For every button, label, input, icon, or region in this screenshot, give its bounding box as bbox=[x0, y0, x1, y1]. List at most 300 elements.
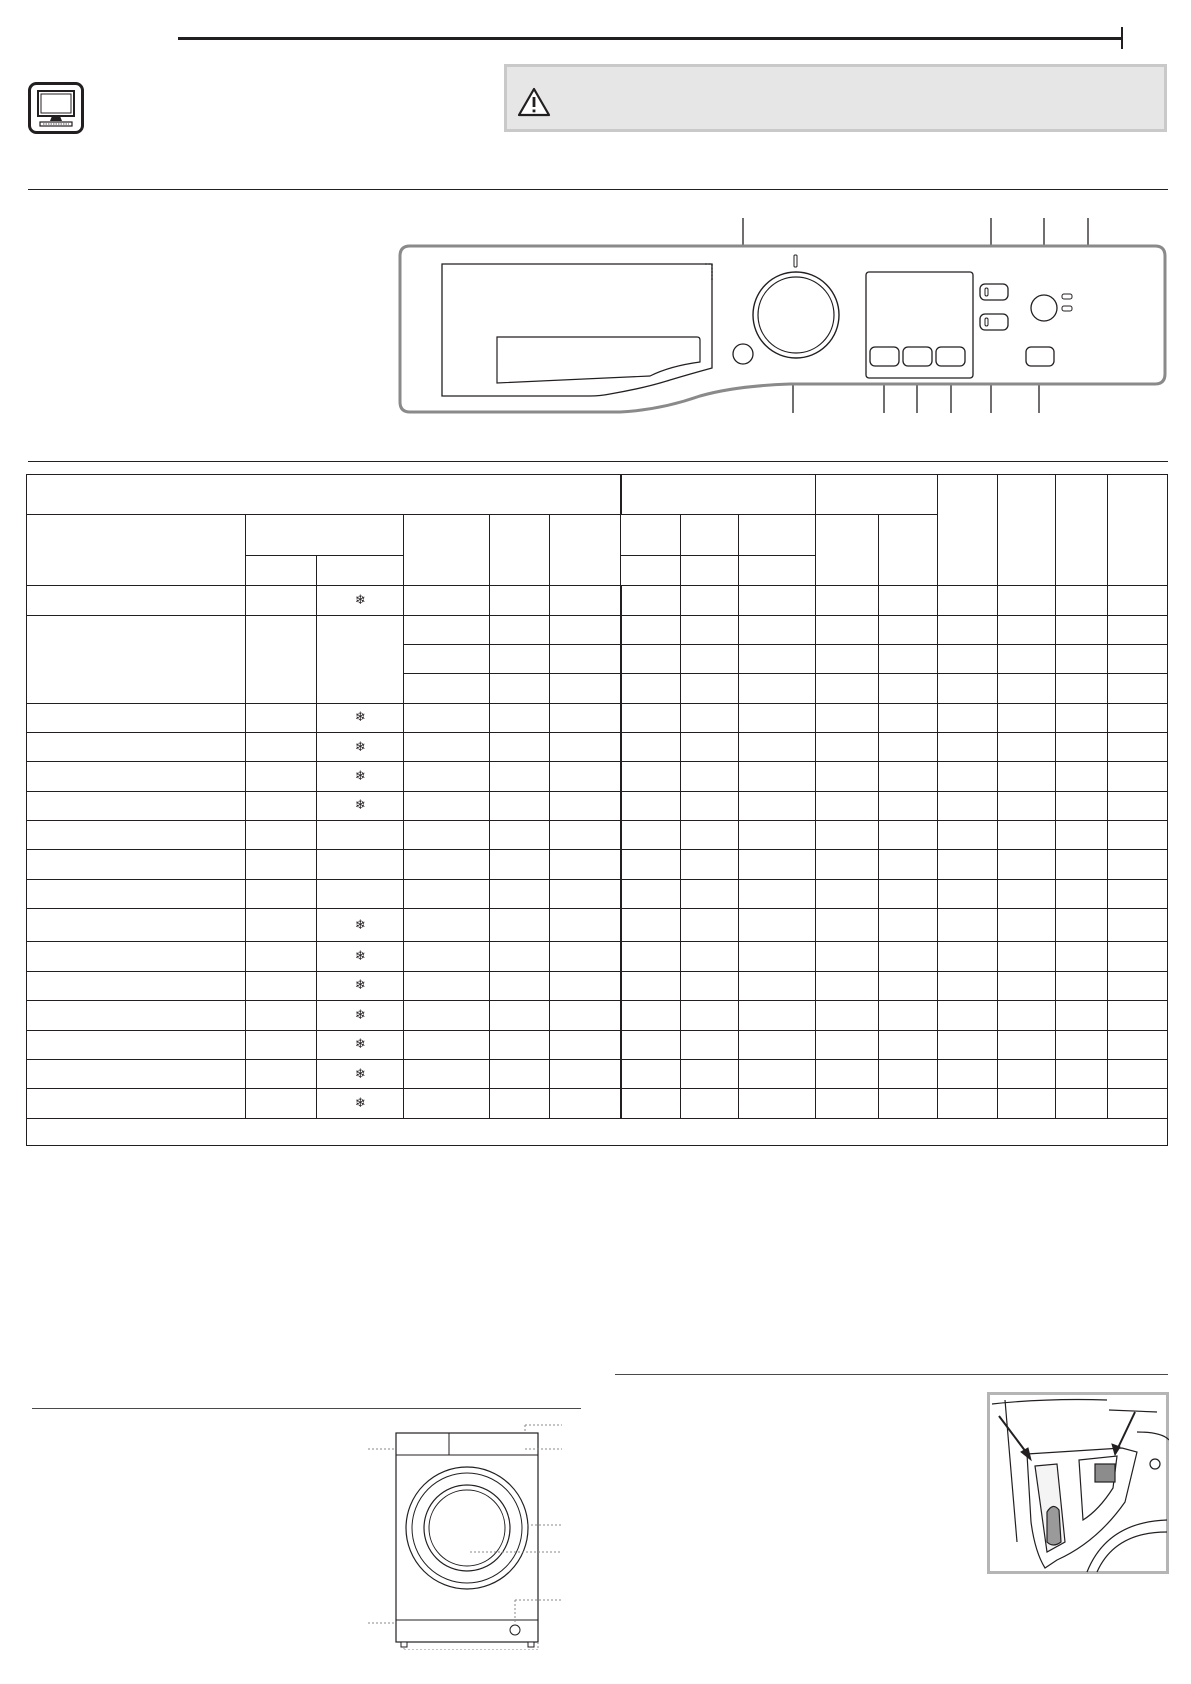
table-cell bbox=[680, 971, 738, 1000]
table-cell bbox=[738, 1001, 815, 1030]
snowflake-icon: ❄ bbox=[354, 1007, 366, 1023]
table-cell bbox=[738, 1089, 815, 1118]
table-cell bbox=[937, 791, 997, 820]
table-cell bbox=[490, 791, 550, 820]
table-cell bbox=[490, 733, 550, 762]
table-cell bbox=[490, 1030, 550, 1059]
table-cell bbox=[1055, 909, 1107, 942]
snowflake-icon: ❄ bbox=[354, 1066, 366, 1082]
table-cell bbox=[738, 615, 815, 644]
table-cell bbox=[246, 942, 317, 971]
table-cell bbox=[27, 850, 246, 879]
table-cell bbox=[246, 586, 317, 615]
table-header-cell bbox=[404, 515, 490, 586]
table-cell bbox=[997, 971, 1055, 1000]
table-cell bbox=[1107, 733, 1167, 762]
table-cell bbox=[878, 879, 937, 908]
table-cell bbox=[680, 909, 738, 942]
table-cell bbox=[680, 1059, 738, 1088]
table-cell bbox=[621, 1059, 680, 1088]
table-cell bbox=[738, 942, 815, 971]
table-header-cell bbox=[621, 555, 680, 585]
programme-table bbox=[26, 474, 1168, 1146]
table-cell bbox=[738, 674, 815, 703]
table-cell bbox=[815, 762, 878, 791]
table-cell bbox=[1107, 879, 1167, 908]
table-cell bbox=[27, 942, 246, 971]
table-cell bbox=[937, 909, 997, 942]
table-cell bbox=[27, 703, 246, 732]
table-cell bbox=[680, 942, 738, 971]
table-cell bbox=[1107, 909, 1167, 942]
table-cell bbox=[27, 1001, 246, 1030]
computer-monitor-icon bbox=[28, 82, 84, 134]
table-cell bbox=[550, 1089, 621, 1118]
table-cell bbox=[490, 909, 550, 942]
table-cell bbox=[815, 615, 878, 644]
table-cell bbox=[1055, 762, 1107, 791]
table-cell bbox=[317, 1001, 404, 1030]
table-header-cell bbox=[997, 475, 1055, 586]
table-cell bbox=[937, 674, 997, 703]
table-cell bbox=[490, 762, 550, 791]
snowflake-icon: ❄ bbox=[354, 798, 366, 814]
table-cell bbox=[27, 762, 246, 791]
table-cell bbox=[404, 733, 490, 762]
table-cell bbox=[490, 586, 550, 615]
table-cell bbox=[937, 1030, 997, 1059]
table-cell bbox=[997, 1001, 1055, 1030]
section-rule-left bbox=[32, 1408, 581, 1409]
snowflake-icon: ❄ bbox=[354, 739, 366, 755]
table-cell bbox=[317, 1030, 404, 1059]
table-header-cell bbox=[246, 555, 317, 585]
table-cell bbox=[680, 762, 738, 791]
table-cell bbox=[878, 909, 937, 942]
table-cell bbox=[937, 850, 997, 879]
table-cell bbox=[27, 821, 246, 850]
table-cell bbox=[621, 879, 680, 908]
table-cell bbox=[1055, 703, 1107, 732]
table-cell bbox=[550, 909, 621, 942]
table-cell bbox=[550, 1001, 621, 1030]
table-cell bbox=[738, 821, 815, 850]
table-cell bbox=[878, 821, 937, 850]
table-cell bbox=[246, 850, 317, 879]
table-cell bbox=[404, 942, 490, 971]
table-cell bbox=[997, 909, 1055, 942]
washing-machine-control-panel-diagram bbox=[395, 210, 1175, 425]
table-cell bbox=[621, 644, 680, 673]
table-cell bbox=[815, 821, 878, 850]
table-cell bbox=[404, 971, 490, 1000]
table-cell bbox=[1055, 1001, 1107, 1030]
table-cell bbox=[621, 1001, 680, 1030]
table-cell bbox=[937, 971, 997, 1000]
table-cell bbox=[878, 1001, 937, 1030]
table-cell bbox=[738, 971, 815, 1000]
table-cell bbox=[621, 942, 680, 971]
table-cell bbox=[317, 942, 404, 971]
table-cell bbox=[738, 1059, 815, 1088]
table-cell bbox=[878, 850, 937, 879]
table-cell bbox=[404, 791, 490, 820]
table-cell bbox=[680, 733, 738, 762]
table-cell bbox=[246, 821, 317, 850]
table-cell bbox=[878, 971, 937, 1000]
table-cell bbox=[621, 615, 680, 644]
table-cell bbox=[490, 821, 550, 850]
table-cell bbox=[1055, 733, 1107, 762]
table-cell bbox=[550, 879, 621, 908]
table-cell bbox=[815, 791, 878, 820]
section-rule-right bbox=[615, 1374, 1168, 1375]
table-cell bbox=[550, 762, 621, 791]
table-cell bbox=[27, 909, 246, 942]
table-cell bbox=[550, 1030, 621, 1059]
table-cell bbox=[27, 586, 246, 615]
table-cell bbox=[1107, 1089, 1167, 1118]
table-cell bbox=[550, 821, 621, 850]
table-cell bbox=[1107, 703, 1167, 732]
table-cell bbox=[997, 1089, 1055, 1118]
table-cell bbox=[27, 1030, 246, 1059]
table-row bbox=[27, 909, 1168, 942]
table-cell bbox=[317, 909, 404, 942]
table-cell bbox=[246, 879, 317, 908]
snowflake-icon: ❄ bbox=[354, 769, 366, 785]
table-cell bbox=[550, 791, 621, 820]
table-header-cell bbox=[815, 515, 878, 586]
table-cell bbox=[550, 703, 621, 732]
table-cell bbox=[490, 1059, 550, 1088]
table-cell bbox=[997, 586, 1055, 615]
table-cell bbox=[404, 586, 490, 615]
table-cell bbox=[878, 791, 937, 820]
table-cell bbox=[878, 615, 937, 644]
table-cell bbox=[317, 879, 404, 908]
table-cell bbox=[997, 1030, 1055, 1059]
table-cell bbox=[246, 909, 317, 942]
table-cell bbox=[937, 879, 997, 908]
table-cell bbox=[815, 909, 878, 942]
table-cell bbox=[680, 615, 738, 644]
table-header-cell bbox=[680, 515, 738, 555]
snowflake-icon: ❄ bbox=[354, 1095, 366, 1111]
table-row bbox=[27, 762, 1168, 791]
table-cell bbox=[878, 733, 937, 762]
table-cell bbox=[1107, 674, 1167, 703]
table-cell bbox=[246, 615, 317, 703]
table-cell bbox=[621, 762, 680, 791]
table-cell bbox=[997, 942, 1055, 971]
table-cell bbox=[1107, 942, 1167, 971]
table-header-cell bbox=[738, 515, 815, 555]
table-cell bbox=[738, 762, 815, 791]
table-cell bbox=[317, 821, 404, 850]
table-cell bbox=[937, 821, 997, 850]
table-cell bbox=[878, 703, 937, 732]
table-cell bbox=[997, 615, 1055, 644]
table-cell bbox=[490, 674, 550, 703]
table-cell bbox=[997, 850, 1055, 879]
table-cell bbox=[937, 703, 997, 732]
table-cell bbox=[937, 762, 997, 791]
table-cell bbox=[490, 850, 550, 879]
table-cell bbox=[680, 791, 738, 820]
table-cell bbox=[317, 586, 404, 615]
table-cell bbox=[621, 733, 680, 762]
table-cell bbox=[1107, 1001, 1167, 1030]
table-cell bbox=[815, 850, 878, 879]
table-cell bbox=[246, 1001, 317, 1030]
detergent-drawer-photo bbox=[987, 1392, 1169, 1574]
table-cell bbox=[1055, 821, 1107, 850]
table-cell bbox=[1055, 586, 1107, 615]
table-cell bbox=[1055, 850, 1107, 879]
table-header-cell bbox=[1107, 475, 1167, 586]
table-cell bbox=[550, 615, 621, 644]
table-cell bbox=[1107, 615, 1167, 644]
table-cell bbox=[815, 879, 878, 908]
table-cell bbox=[815, 644, 878, 673]
table-row bbox=[27, 821, 1168, 850]
table-cell bbox=[621, 674, 680, 703]
table-cell bbox=[317, 762, 404, 791]
table-cell bbox=[680, 1001, 738, 1030]
table-cell bbox=[738, 879, 815, 908]
table-cell bbox=[878, 762, 937, 791]
table-cell bbox=[27, 1089, 246, 1118]
table-cell bbox=[997, 821, 1055, 850]
table-header-cell bbox=[621, 515, 680, 555]
table-cell bbox=[621, 791, 680, 820]
table-cell bbox=[937, 644, 997, 673]
table-cell bbox=[246, 1059, 317, 1088]
table-cell bbox=[937, 586, 997, 615]
table-cell bbox=[246, 1030, 317, 1059]
table-cell bbox=[27, 733, 246, 762]
table-cell bbox=[878, 1030, 937, 1059]
table-cell bbox=[997, 762, 1055, 791]
table-cell bbox=[490, 703, 550, 732]
table-cell bbox=[317, 791, 404, 820]
table-cell bbox=[878, 644, 937, 673]
table-row bbox=[27, 733, 1168, 762]
table-cell bbox=[937, 1059, 997, 1088]
table-cell bbox=[815, 1089, 878, 1118]
table-row bbox=[27, 971, 1168, 1000]
table-cell bbox=[997, 1059, 1055, 1088]
table-cell bbox=[680, 644, 738, 673]
table-cell bbox=[550, 971, 621, 1000]
header-rule-end-tick bbox=[1121, 27, 1123, 49]
table-cell bbox=[1055, 1089, 1107, 1118]
table-cell bbox=[738, 850, 815, 879]
table-cell bbox=[1107, 586, 1167, 615]
table-header-cell bbox=[621, 475, 815, 515]
table-cell bbox=[404, 909, 490, 942]
table-header-cell bbox=[27, 515, 246, 586]
table-cell bbox=[997, 703, 1055, 732]
table-cell bbox=[246, 791, 317, 820]
table-cell bbox=[404, 879, 490, 908]
table-cell bbox=[680, 1089, 738, 1118]
table-cell bbox=[404, 674, 490, 703]
table-cell bbox=[815, 1030, 878, 1059]
table-header-cell bbox=[1055, 475, 1107, 586]
table-cell bbox=[404, 1030, 490, 1059]
snowflake-icon: ❄ bbox=[354, 917, 366, 933]
table-cell bbox=[490, 971, 550, 1000]
table-cell bbox=[490, 1001, 550, 1030]
table-cell bbox=[738, 791, 815, 820]
table-cell bbox=[27, 1059, 246, 1088]
table-cell bbox=[1055, 615, 1107, 644]
table-cell bbox=[937, 615, 997, 644]
table-cell bbox=[621, 850, 680, 879]
table-cell bbox=[1107, 821, 1167, 850]
table-cell bbox=[621, 971, 680, 1000]
table-cell bbox=[246, 971, 317, 1000]
table-cell bbox=[27, 971, 246, 1000]
table-cell bbox=[27, 615, 246, 703]
table-cell bbox=[550, 1059, 621, 1088]
table-cell bbox=[878, 674, 937, 703]
table-row bbox=[27, 1089, 1168, 1118]
table-cell bbox=[621, 821, 680, 850]
table-cell bbox=[738, 909, 815, 942]
table-cell bbox=[1107, 791, 1167, 820]
table-cell bbox=[550, 733, 621, 762]
table-cell bbox=[1055, 674, 1107, 703]
snowflake-icon: ❄ bbox=[354, 592, 366, 608]
table-cell bbox=[738, 586, 815, 615]
table-cell bbox=[680, 703, 738, 732]
table-row bbox=[27, 1059, 1168, 1088]
table-cell bbox=[815, 1059, 878, 1088]
table-header-cell bbox=[490, 515, 550, 586]
table-header-cell bbox=[738, 555, 815, 585]
front-loader-washing-machine-diagram bbox=[360, 1418, 570, 1650]
table-row bbox=[27, 1001, 1168, 1030]
table-cell bbox=[937, 1089, 997, 1118]
table-cell bbox=[550, 942, 621, 971]
table-cell bbox=[246, 733, 317, 762]
table-cell bbox=[404, 615, 490, 644]
table-row bbox=[27, 850, 1168, 879]
table-row bbox=[27, 942, 1168, 971]
table-cell bbox=[1055, 879, 1107, 908]
table-cell bbox=[1055, 1030, 1107, 1059]
table-cell bbox=[680, 1030, 738, 1059]
table-cell bbox=[1055, 644, 1107, 673]
table-cell bbox=[621, 1089, 680, 1118]
table-cell bbox=[317, 1089, 404, 1118]
table-cell bbox=[815, 1001, 878, 1030]
table-row bbox=[27, 703, 1168, 732]
table-header-cell bbox=[550, 515, 621, 586]
table-footer-row bbox=[27, 1118, 1168, 1145]
table-cell bbox=[680, 674, 738, 703]
table-cell bbox=[404, 850, 490, 879]
table-cell bbox=[815, 703, 878, 732]
table-cell bbox=[680, 879, 738, 908]
table-cell bbox=[937, 1001, 997, 1030]
table-header-cell bbox=[937, 475, 997, 586]
table-cell bbox=[317, 850, 404, 879]
section-rule-table bbox=[28, 461, 1168, 462]
table-header-cell bbox=[317, 555, 404, 585]
table-cell bbox=[997, 674, 1055, 703]
table-cell bbox=[490, 879, 550, 908]
table-cell bbox=[738, 733, 815, 762]
table-cell bbox=[490, 644, 550, 673]
table-cell bbox=[621, 586, 680, 615]
warning-box bbox=[504, 64, 1167, 132]
table-cell bbox=[815, 942, 878, 971]
table-cell bbox=[738, 1030, 815, 1059]
table-cell bbox=[815, 971, 878, 1000]
table-cell bbox=[490, 942, 550, 971]
header-rule bbox=[178, 37, 1122, 40]
table-cell bbox=[937, 942, 997, 971]
table-cell bbox=[815, 586, 878, 615]
table-cell bbox=[1107, 644, 1167, 673]
table-cell bbox=[27, 791, 246, 820]
table-cell bbox=[317, 1059, 404, 1088]
table-cell bbox=[815, 733, 878, 762]
snowflake-icon: ❄ bbox=[354, 949, 366, 965]
table-cell bbox=[1107, 850, 1167, 879]
table-cell bbox=[246, 703, 317, 732]
table-cell bbox=[815, 674, 878, 703]
table-cell bbox=[317, 733, 404, 762]
table-cell bbox=[997, 644, 1055, 673]
table-cell bbox=[1107, 1059, 1167, 1088]
table-cell bbox=[1055, 791, 1107, 820]
table-cell bbox=[246, 1089, 317, 1118]
table-cell bbox=[997, 791, 1055, 820]
table-cell bbox=[738, 703, 815, 732]
table-cell bbox=[404, 821, 490, 850]
table-cell bbox=[490, 615, 550, 644]
table-cell bbox=[997, 733, 1055, 762]
table-cell bbox=[404, 703, 490, 732]
table-cell bbox=[1055, 1059, 1107, 1088]
table-row bbox=[27, 1030, 1168, 1059]
table-cell bbox=[878, 586, 937, 615]
table-cell bbox=[878, 942, 937, 971]
table-header-row-1 bbox=[27, 475, 1168, 515]
table-header-cell bbox=[680, 555, 738, 585]
table-cell bbox=[621, 909, 680, 942]
table-cell bbox=[878, 1089, 937, 1118]
table-cell bbox=[680, 586, 738, 615]
table-row bbox=[27, 586, 1168, 615]
table-cell bbox=[1055, 942, 1107, 971]
table-row bbox=[27, 879, 1168, 908]
table-cell bbox=[997, 879, 1055, 908]
snowflake-icon: ❄ bbox=[354, 978, 366, 994]
table-cell bbox=[550, 674, 621, 703]
table-cell bbox=[550, 644, 621, 673]
table-header-cell bbox=[27, 475, 621, 515]
table-header-cell bbox=[246, 515, 404, 555]
table-cell bbox=[1107, 971, 1167, 1000]
table-cell bbox=[404, 1059, 490, 1088]
table-cell bbox=[404, 644, 490, 673]
